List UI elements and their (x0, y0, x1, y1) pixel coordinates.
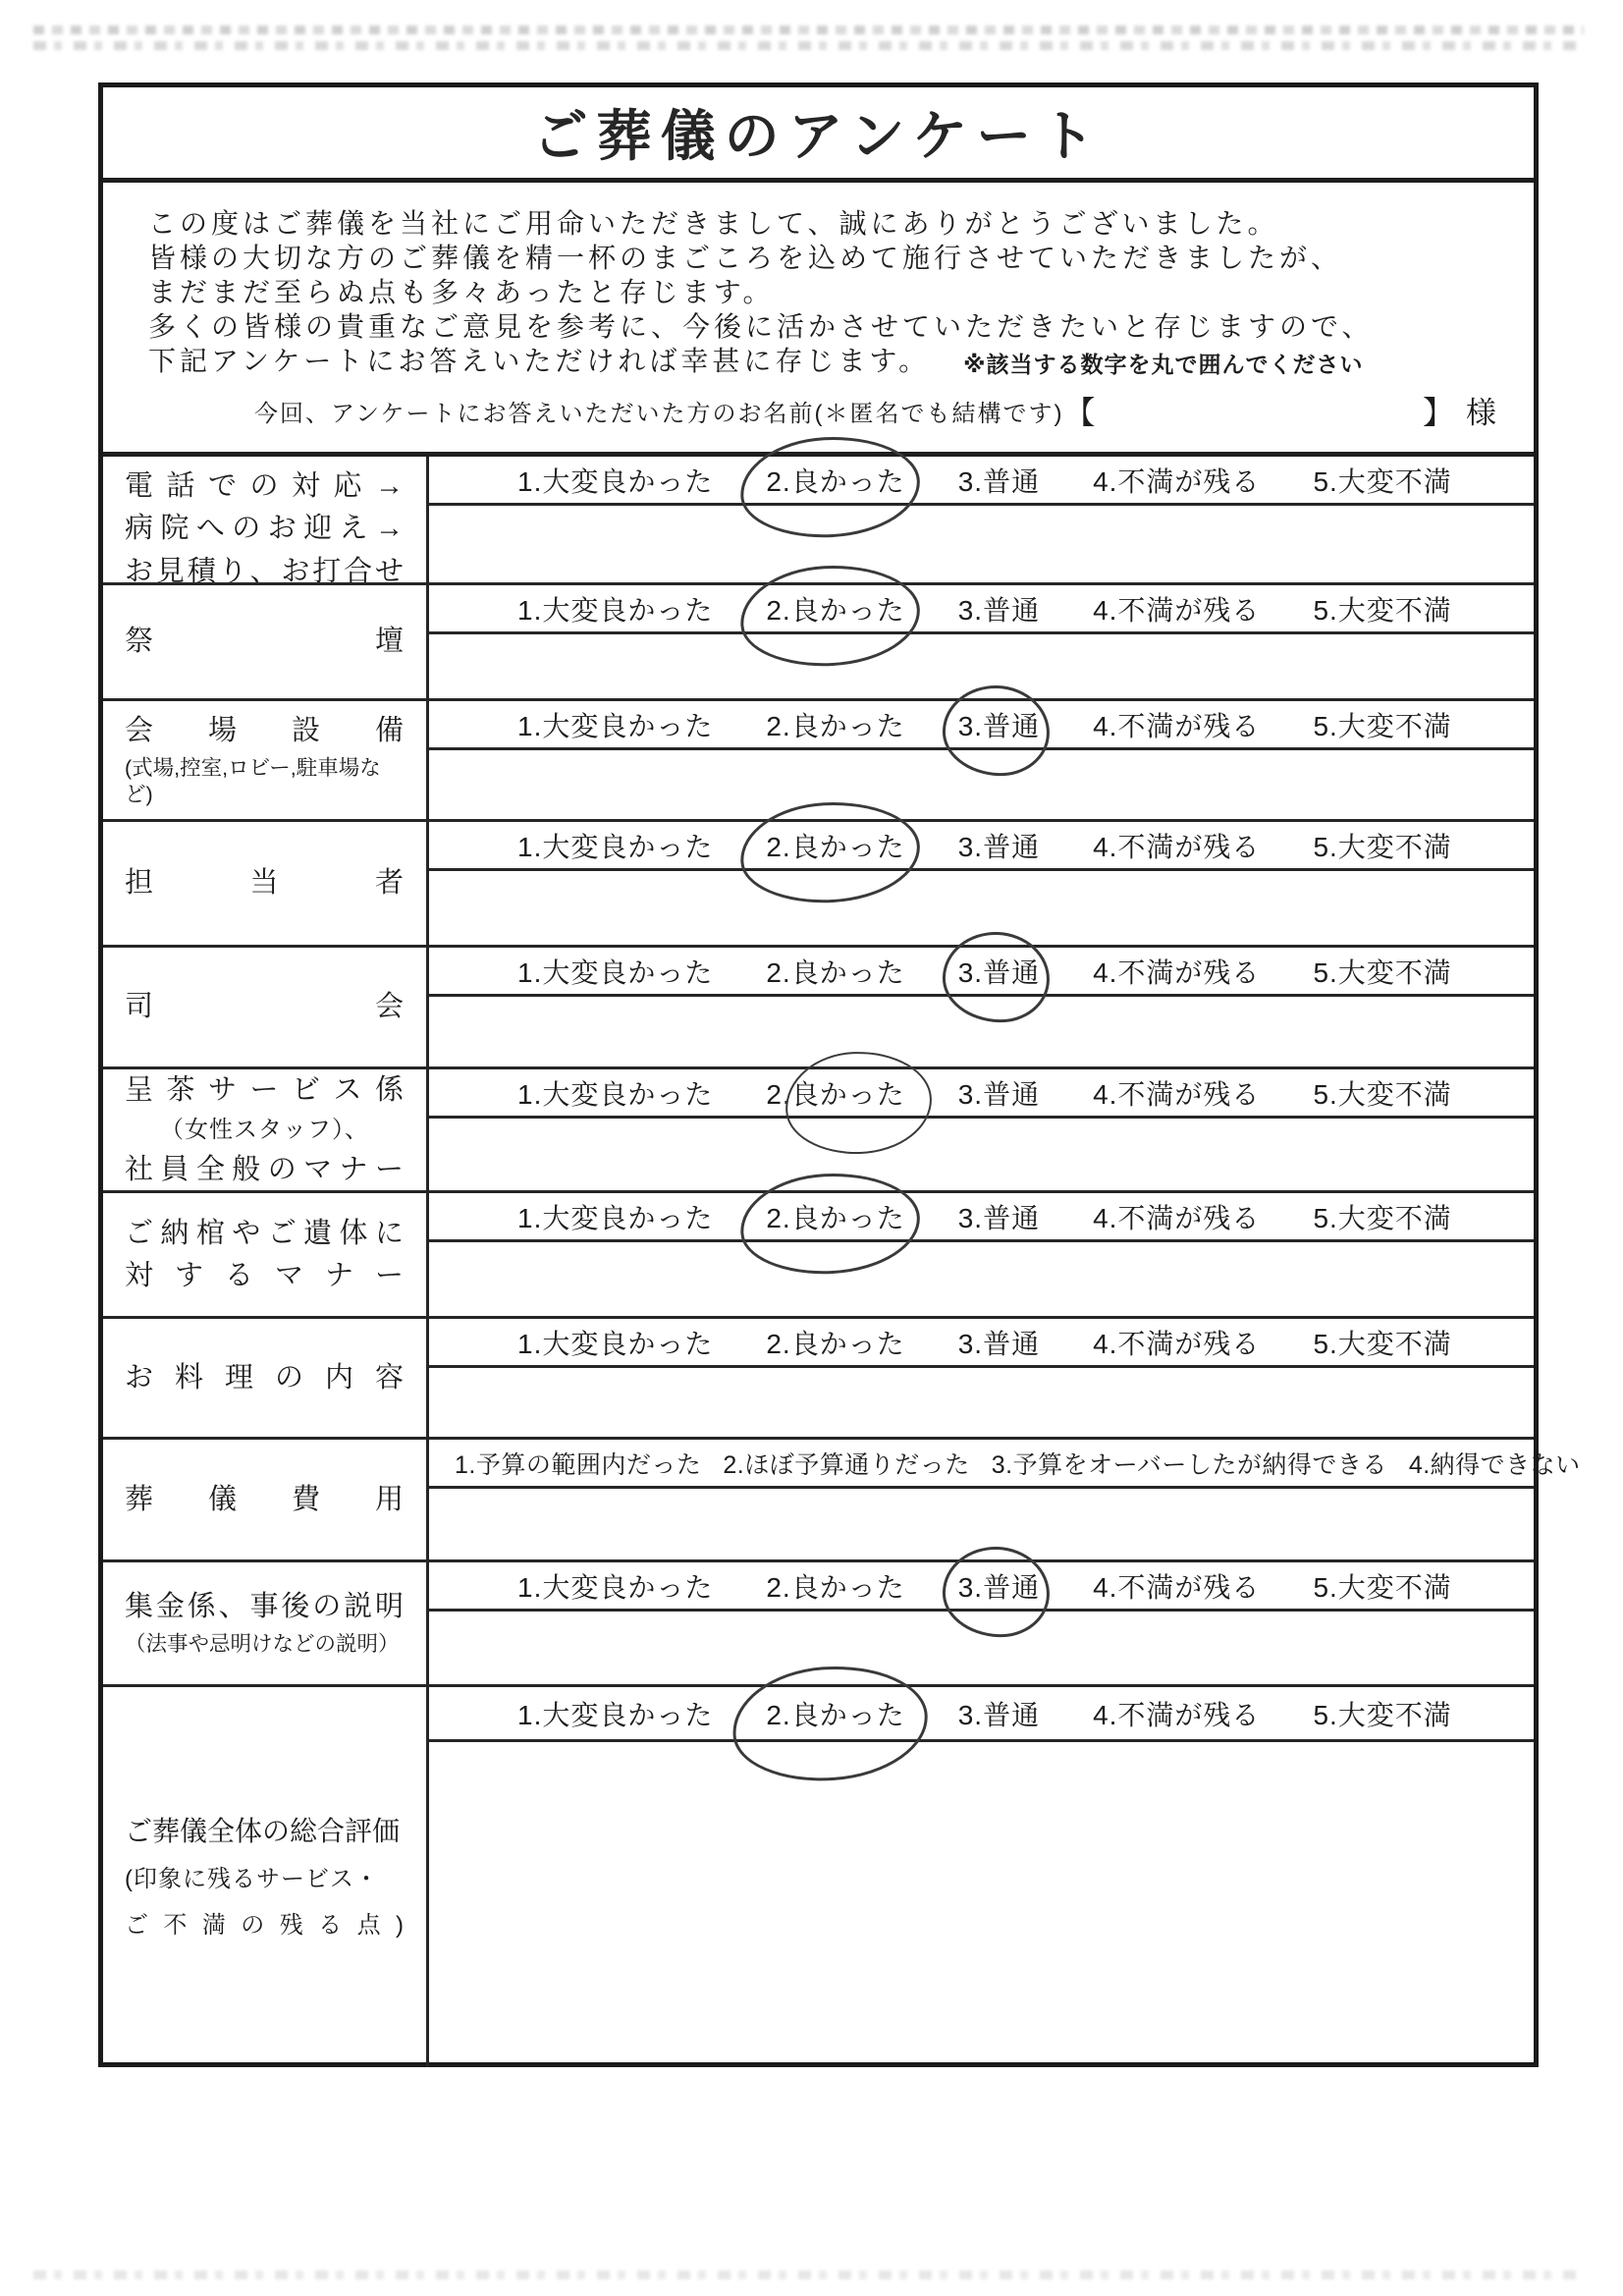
table-row (103, 457, 1534, 587)
survey-table (103, 452, 1581, 2067)
rating-option-5[interactable]: 5.大変不満 (1313, 594, 1452, 626)
rating-options (429, 1562, 1534, 1612)
rating-option-3[interactable]: 3.普通 (958, 1566, 1040, 1606)
answer-cell (429, 701, 1534, 819)
rating-option-5[interactable]: 5.大変不満 (1313, 831, 1452, 862)
rating-option-1[interactable]: 1.大変良かった (517, 710, 714, 741)
comment-area (429, 1242, 1534, 1316)
row-label-line: お料理の内容 (125, 1361, 405, 1394)
rating-options (429, 948, 1534, 997)
answer-cell (429, 457, 1534, 582)
answer-cell (429, 1193, 1534, 1316)
comment-area (429, 1119, 1534, 1190)
name-close-bracket: 】 (1422, 395, 1454, 430)
rating-option-5[interactable]: 5.大変不満 (1313, 465, 1452, 497)
rating-option-2[interactable]: 2.良かった (766, 1073, 904, 1113)
rating-option-3[interactable]: 3.普通 (958, 705, 1040, 744)
row-label-line: (印象に残るサービス・ (125, 1866, 379, 1892)
rating-option-2[interactable]: 2.良かった (766, 957, 905, 988)
rating-option-5[interactable]: 5.大変不満 (1313, 710, 1452, 741)
table-row (103, 945, 1534, 1066)
row-label-cell (103, 585, 429, 698)
answer-cell (429, 948, 1534, 1066)
rating-option-5[interactable]: 5.大変不満 (1313, 1328, 1452, 1359)
rating-option-3[interactable]: 3.普通 (957, 465, 1041, 497)
answer-cell (429, 585, 1534, 698)
row-label-line: ご葬儀全体の総合評価 (125, 1816, 401, 1846)
answer-cell (429, 1562, 1534, 1684)
rating-options (429, 1193, 1534, 1242)
rating-option-5[interactable]: 5.大変不満 (1313, 957, 1452, 988)
answer-cell (429, 1069, 1534, 1190)
rating-option-4[interactable]: 4.不満が残る (1093, 957, 1261, 988)
row-label-line: お見積り、お打合せ (125, 555, 405, 587)
intro-section (103, 183, 1534, 452)
row-label-cell (103, 1687, 429, 2067)
rating-option-1[interactable]: 1.大変良かった (517, 1328, 714, 1359)
answer-cell (429, 822, 1534, 945)
answer-cell (429, 1440, 1581, 1559)
answer-cell (429, 1319, 1534, 1437)
rating-option-1[interactable]: 1.大変良かった (517, 1699, 714, 1730)
rating-options (429, 1687, 1534, 1742)
row-label-line: 電話での対応→ (125, 470, 405, 502)
rating-option-4[interactable]: 4.不満が残る (1093, 1202, 1261, 1233)
rating-option-3[interactable]: 3.普通 (957, 1078, 1041, 1110)
rating-option-4[interactable]: 4.不満が残る (1093, 1328, 1261, 1359)
rating-option-4[interactable]: 4.不満が残る (1093, 831, 1261, 862)
name-field[interactable] (1096, 395, 1423, 428)
rating-option-5[interactable]: 5.大変不満 (1313, 1078, 1452, 1110)
rating-option-1[interactable]: 1.大変良かった (517, 465, 714, 497)
comment-area (429, 634, 1534, 698)
rating-options (429, 457, 1534, 506)
rating-options (429, 1319, 1534, 1368)
rating-option-4[interactable]: 4.不満が残る (1093, 594, 1261, 626)
intro-line: 多くの皆様の貴重なご意見を参考に、今後に活かさせていただきたいと存じますので、 (148, 311, 1374, 342)
name-open-bracket: 【 (1063, 395, 1096, 430)
row-label-cell (103, 1069, 429, 1190)
rating-option-4[interactable]: 4.不満が残る (1093, 465, 1261, 497)
row-label-line: 担当者 (125, 867, 405, 900)
row-label-line: 祭壇 (125, 626, 405, 658)
intro-line: 下記アンケートにお答えいただければ幸甚に存じます。 (148, 346, 931, 376)
rating-option-2[interactable]: 2.良かった (766, 710, 905, 741)
rating-option-4[interactable]: 4.不満が残る (1093, 1571, 1261, 1603)
rating-option-3[interactable]: 3.普通 (957, 1699, 1041, 1730)
budget-option-1[interactable]: 1.予算の範囲内だった (455, 1450, 702, 1479)
rating-options (429, 585, 1534, 634)
row-label-line: 呈茶サービス係 (125, 1074, 405, 1107)
rating-option-1[interactable]: 1.大変良かった (517, 594, 714, 626)
row-label-cell (103, 1193, 429, 1316)
rating-option-2[interactable]: 2.良かった (766, 589, 904, 629)
rating-option-2[interactable]: 2.良かった (766, 1571, 905, 1603)
rating-option-4[interactable]: 4.不満が残る (1093, 1699, 1261, 1730)
row-label-cell (103, 1440, 429, 1559)
row-label-cell (103, 1319, 429, 1437)
comment-area (429, 1612, 1534, 1684)
row-label-subnote: （法事や忌明けなどの説明） (125, 1632, 400, 1657)
row-label-cell (103, 1562, 429, 1684)
row-label-line: （女性スタッフ）、 (160, 1116, 369, 1143)
circle-instruction-note: ※該当する数字を丸で囲んでください (963, 352, 1364, 377)
row-label-line: 病院へのお迎え→ (125, 513, 405, 545)
rating-option-3[interactable]: 3.普通 (957, 831, 1041, 862)
rating-option-2[interactable]: 2.良かった (766, 461, 904, 500)
rating-option-3[interactable]: 3.普通 (957, 1202, 1041, 1233)
rating-option-3[interactable]: 3.普通 (958, 952, 1040, 991)
row-label-line: 葬儀費用 (125, 1483, 405, 1515)
row-label-line: 司会 (125, 991, 405, 1023)
budget-option-3[interactable]: 3.予算をオーバーしたが納得できる (991, 1450, 1387, 1479)
comment-area (429, 871, 1534, 945)
rating-options (429, 822, 1534, 871)
form-title: ご葬儀のアンケート (532, 105, 1105, 167)
table-row (103, 1316, 1534, 1437)
rating-option-1[interactable]: 1.大変良かった (517, 1078, 714, 1110)
rating-option-2[interactable]: 2.良かった (766, 826, 904, 865)
rating-option-5[interactable]: 5.大変不満 (1313, 1571, 1452, 1603)
title-section (103, 87, 1534, 183)
rating-options (429, 1069, 1534, 1119)
table-row (103, 1684, 1534, 2067)
intro-line: まだまだ至らぬ点も多々あったと存じます。 (148, 277, 775, 307)
row-label-line: 会場設備 (125, 714, 405, 746)
table-row (103, 1190, 1534, 1316)
rating-option-1[interactable]: 1.大変良かった (517, 957, 714, 988)
row-label-line: 対するマナー (125, 1260, 405, 1291)
row-label-line: ご納棺やご遺体に (125, 1217, 405, 1249)
row-label-cell (103, 701, 429, 819)
table-row (103, 1066, 1534, 1190)
answer-cell (429, 1687, 1534, 2067)
comment-area (429, 997, 1534, 1066)
row-label-cell (103, 822, 429, 945)
rating-option-4[interactable]: 4.不満が残る (1093, 1078, 1261, 1110)
rating-option-2[interactable]: 2.良かった (766, 1197, 904, 1236)
comment-area (429, 750, 1534, 819)
table-row (103, 1437, 1581, 1559)
row-label-line: ご不満の残る点) (125, 1912, 405, 1939)
rating-option-5[interactable]: 5.大変不満 (1313, 1202, 1452, 1233)
rating-option-3[interactable]: 3.普通 (957, 1328, 1041, 1359)
intro-line: この度はご葬儀を当社にご用命いただきまして、誠にありがとうございました。 (148, 208, 1279, 239)
rating-options (429, 701, 1534, 750)
rating-option-1[interactable]: 1.大変良かった (517, 831, 714, 862)
row-label-line: 社員全般のマナー (125, 1153, 405, 1185)
name-line (148, 394, 1506, 428)
budget-option-4[interactable]: 4.納得できない (1408, 1450, 1581, 1479)
survey-form (98, 82, 1581, 2067)
budget-options (429, 1440, 1581, 1489)
comment-area (429, 1489, 1534, 1559)
table-row (103, 698, 1534, 819)
scan-noise-bottom (33, 2270, 1584, 2286)
table-row (103, 1559, 1534, 1684)
budget-option-2[interactable]: 2.ほぼ予算通りだった (723, 1450, 970, 1479)
rating-option-1[interactable]: 1.大変良かった (517, 1202, 714, 1233)
row-label-cell (103, 457, 429, 587)
name-prompt: 今回、アンケートにお答えいただいた方のお名前(＊匿名でも結構です) (254, 401, 1064, 427)
row-label-line: 集金係、事後の説明 (125, 1590, 405, 1622)
table-row (103, 819, 1534, 945)
rating-option-5[interactable]: 5.大変不満 (1313, 1699, 1452, 1730)
comment-area (429, 506, 1534, 582)
row-label-cell (103, 948, 429, 1066)
scan-bleedthrough-noise (33, 26, 1584, 57)
rating-option-2[interactable]: 2.良かった (766, 1694, 904, 1733)
rating-option-1[interactable]: 1.大変良かった (517, 1571, 714, 1603)
intro-line: 皆様の大切な方のご葬儀を精一杯のまごころを込めて施行させていただきましたが、 (148, 243, 1343, 273)
rating-option-3[interactable]: 3.普通 (957, 594, 1041, 626)
honorific-sama: 様 (1466, 396, 1496, 430)
comment-area (429, 1742, 1534, 2067)
rating-option-2[interactable]: 2.良かった (766, 1328, 905, 1359)
comment-area (429, 1368, 1534, 1437)
row-label-subnote: (式場,控室,ロビー,駐車場など) (125, 755, 381, 806)
table-row (103, 582, 1534, 698)
rating-option-4[interactable]: 4.不満が残る (1093, 710, 1261, 741)
